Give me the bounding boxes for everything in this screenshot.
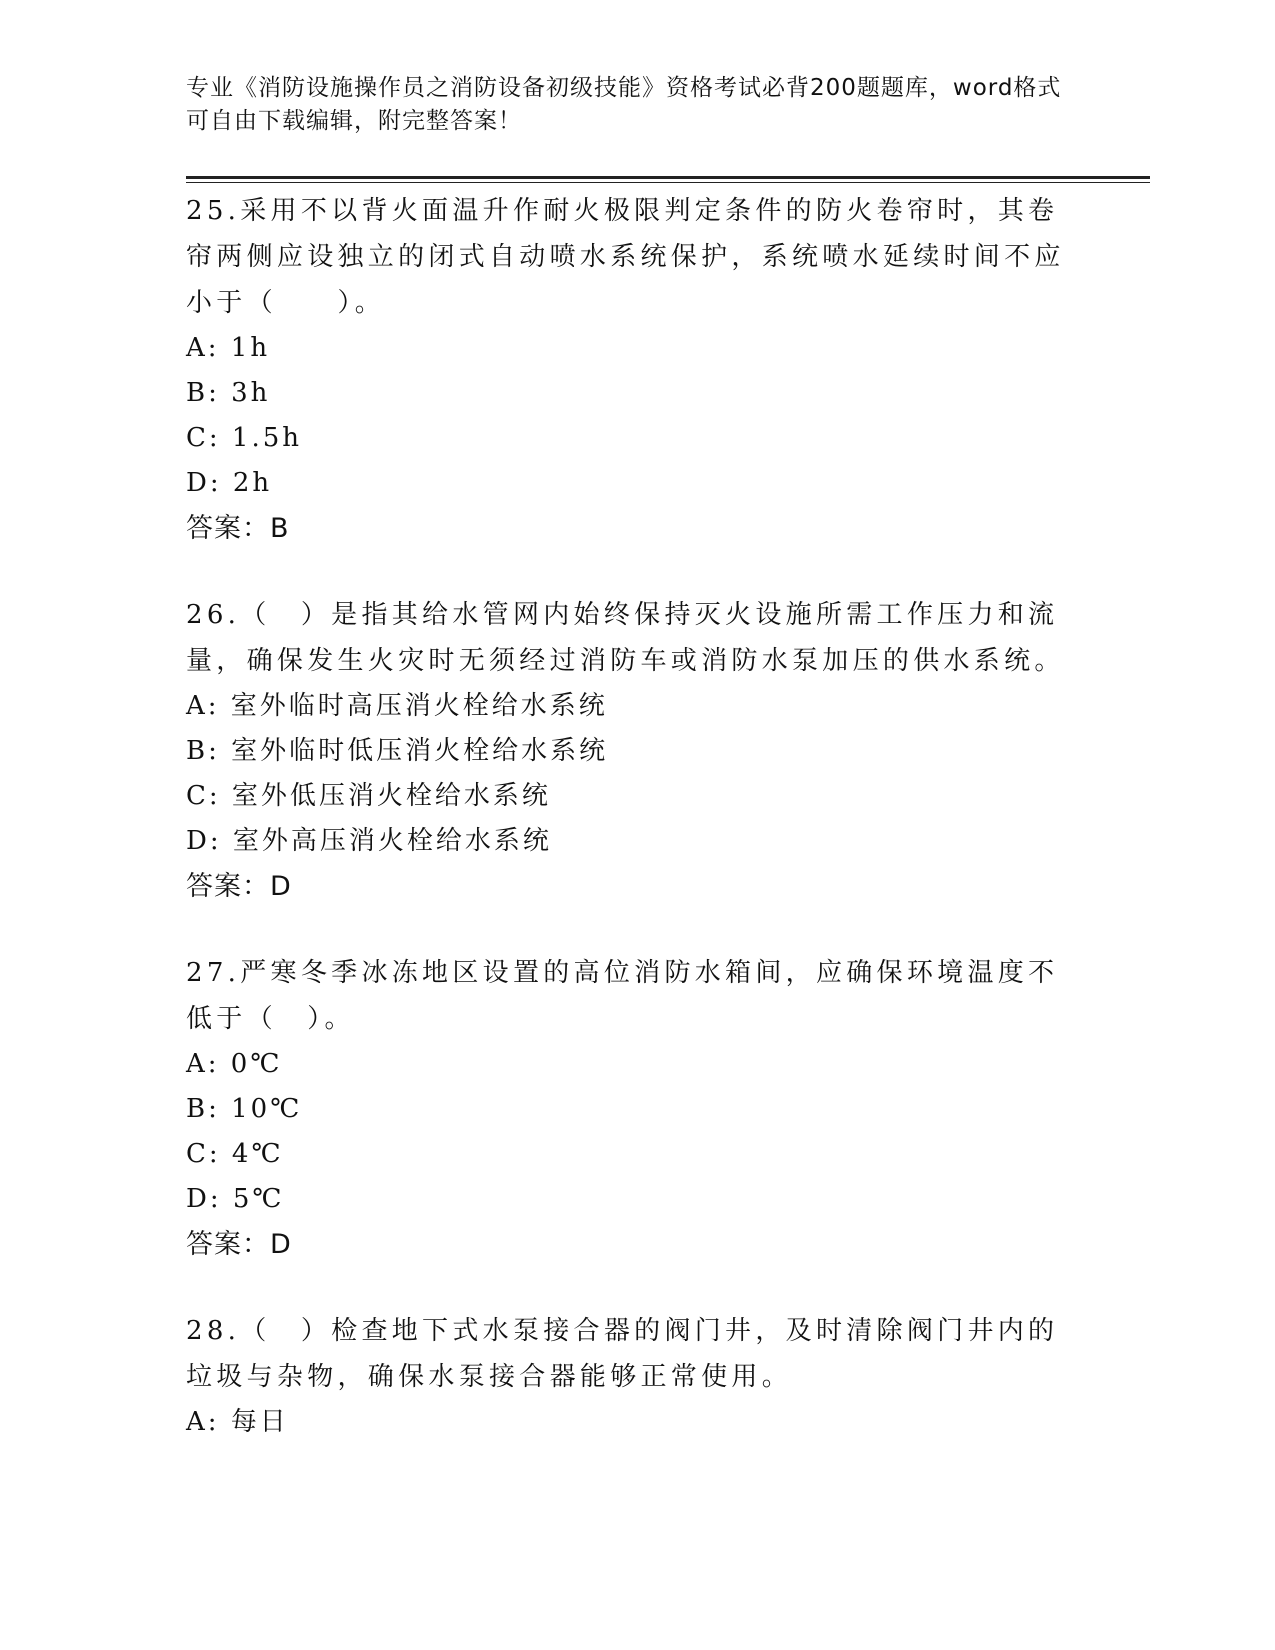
- question-26: [186, 592, 1086, 910]
- question-27: [186, 950, 1086, 1268]
- document-header: 专业《消防设施操作员之消防设备初级技能》资格考试必背200题题库，word格式可自由下载编辑，附完整答案！: [186, 75, 1062, 134]
- option-b: B: 3h: [186, 378, 271, 408]
- option-c: C: 室外低压消火栓给水系统: [186, 781, 551, 811]
- option-d: D: 2h: [186, 468, 273, 498]
- option-a: A: 每日: [186, 1407, 289, 1437]
- question-list: [186, 188, 1086, 1485]
- question-stem: 25.采用不以背火面温升作耐火极限判定条件的防火卷帘时，其卷帘两侧应设独立的闭式自动喷水系统保护，系统喷水延续时间不应小于（ ）。: [186, 196, 1065, 318]
- header-divider-thin: [186, 182, 1150, 183]
- option-c: C: 4℃: [186, 1139, 284, 1169]
- option-a: A: 1h: [186, 333, 271, 363]
- header-divider-thick: [186, 176, 1150, 179]
- question-28: [186, 1308, 1086, 1445]
- answer-line: 答案：B: [186, 513, 290, 544]
- option-c: C: 1.5h: [186, 423, 303, 453]
- option-a: A: 室外临时高压消火栓给水系统: [186, 691, 608, 721]
- option-d: D: 室外高压消火栓给水系统: [186, 826, 552, 856]
- option-b: B: 10℃: [186, 1094, 303, 1124]
- option-a: A: 0℃: [186, 1049, 283, 1079]
- question-25: [186, 188, 1086, 552]
- option-b: B: 室外临时低压消火栓给水系统: [186, 736, 609, 766]
- question-stem: 26.（ ）是指其给水管网内始终保持灭火设施所需工作压力和流量，确保发生火灾时无须经过消防车或消防水泵加压的供水系统。: [186, 600, 1065, 676]
- question-stem: 27.严寒冬季冰冻地区设置的高位消防水箱间，应确保环境温度不低于（ ）。: [186, 958, 1059, 1034]
- answer-line: 答案：D: [186, 871, 292, 902]
- option-d: D: 5℃: [186, 1184, 285, 1214]
- question-stem: 28.（ ）检查地下式水泵接合器的阀门井，及时清除阀门井内的垃圾与杂物，确保水泵接合器能够正常使用。: [186, 1316, 1059, 1392]
- answer-line: 答案：D: [186, 1229, 292, 1260]
